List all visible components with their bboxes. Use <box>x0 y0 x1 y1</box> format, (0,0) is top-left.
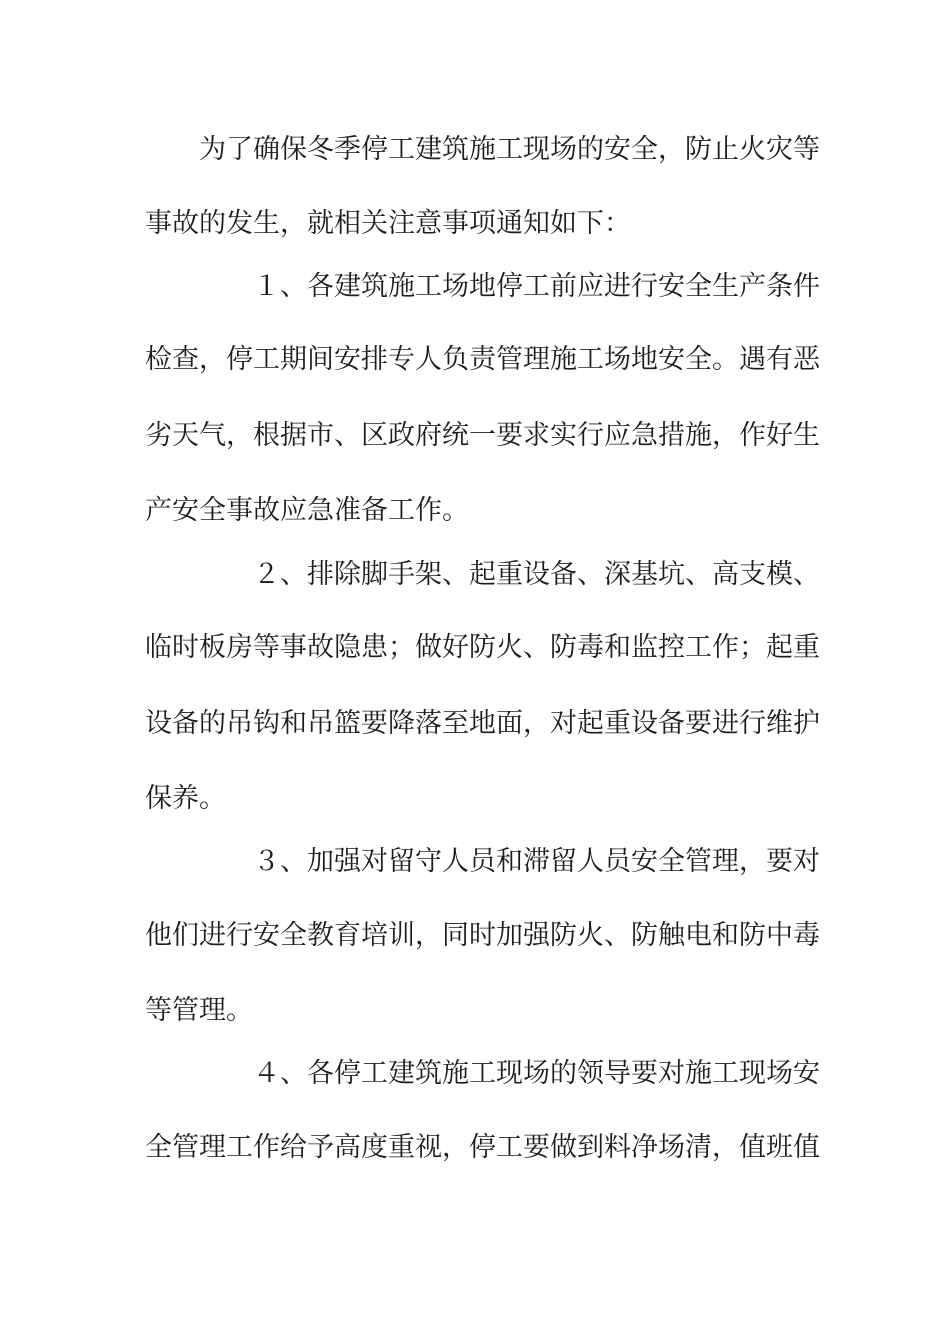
item-3-line-1: ３、加强对留守人员和滞留人员安全管理，要对 <box>253 846 820 877</box>
item-2-line-3: 设备的吊钩和吊篮要降落至地面，对起重设备要进行维护 <box>145 708 820 739</box>
intro-line-1: 为了确保冬季停工建筑施工现场的安全，防止火灾等 <box>199 134 820 165</box>
item-3-line-2: 他们进行安全教育培训，同时加强防火、防触电和防中毒 <box>145 920 820 951</box>
item-1-line-1: １、各建筑施工场地停工前应进行安全生产条件 <box>253 271 820 302</box>
item-3-line-3: 等管理。 <box>145 995 253 1026</box>
item-2-line-1: ２、排除脚手架、起重设备、深基坑、高支模、 <box>253 559 820 590</box>
item-1-line-4: 产安全事故应急准备工作。 <box>145 495 469 526</box>
item-4-line-1: ４、各停工建筑施工现场的领导要对施工现场安 <box>253 1058 820 1089</box>
intro-line-2: 事故的发生，就相关注意事项通知如下： <box>145 208 631 239</box>
item-1-line-2: 检查，停工期间安排专人负责管理施工场地安全。遇有恶 <box>145 344 820 375</box>
item-2-line-4: 保养。 <box>145 783 226 814</box>
item-1-line-3: 劣天气，根据市、区政府统一要求实行应急措施，作好生 <box>145 420 820 451</box>
item-2-line-2: 临时板房等事故隐患；做好防火、防毒和监控工作；起重 <box>145 632 820 663</box>
item-4-line-2: 全管理工作给予高度重视，停工要做到料净场清，值班值 <box>145 1132 820 1163</box>
